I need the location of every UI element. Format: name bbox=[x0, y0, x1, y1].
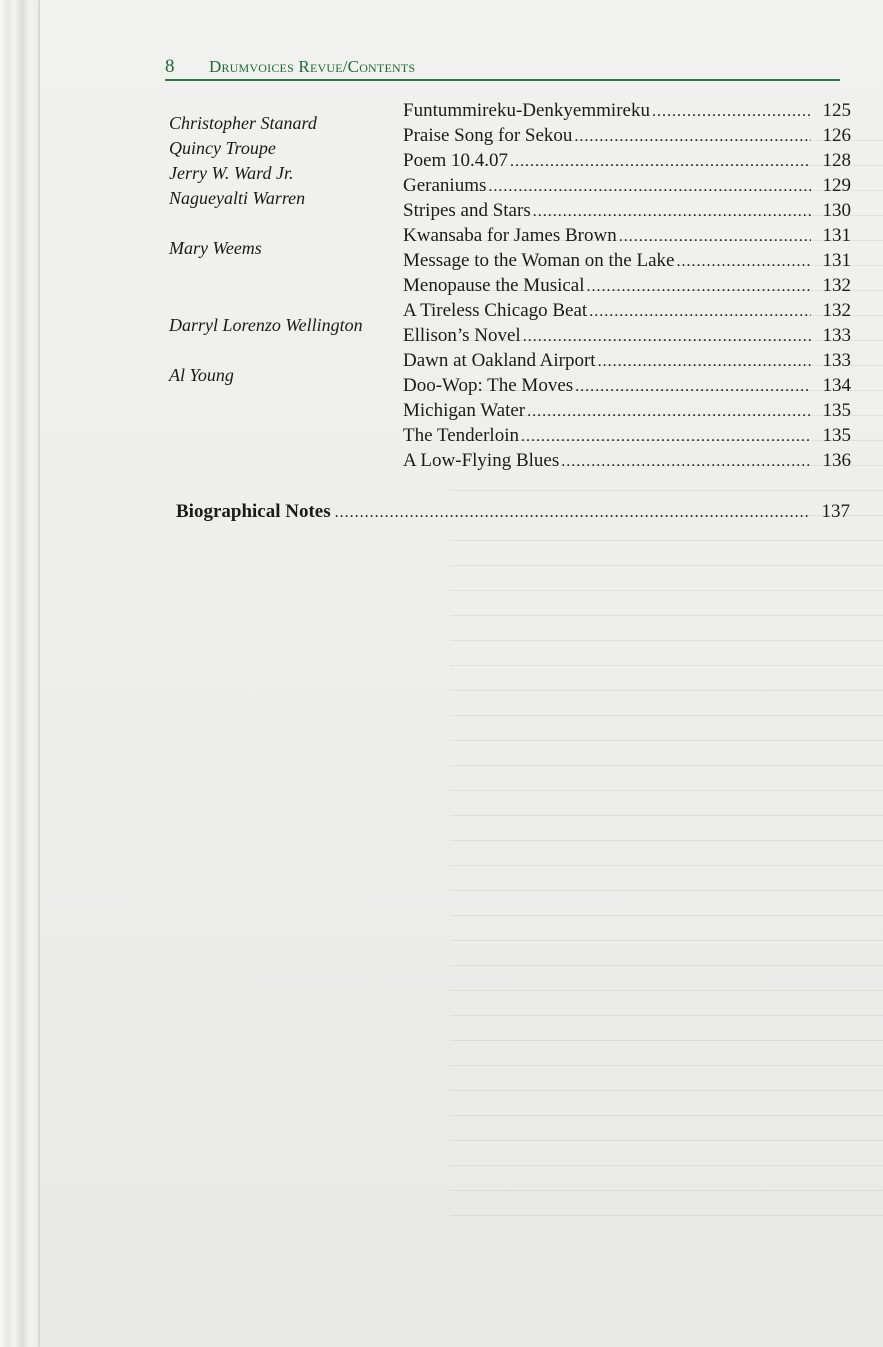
running-title: Drumvoices Revue/Contents bbox=[209, 57, 416, 76]
entry-title: Funtummireku-Denkyemmireku bbox=[403, 100, 650, 121]
contents-entry[interactable] bbox=[403, 375, 851, 399]
author-name: Quincy Troupe bbox=[169, 138, 276, 158]
author-name: Al Young bbox=[169, 365, 234, 385]
entry-title: Stripes and Stars bbox=[403, 200, 531, 221]
entry-page: 134 bbox=[822, 375, 851, 396]
entry-title: A Low-Flying Blues bbox=[403, 450, 560, 471]
entry-title: Ellison’s Novel bbox=[403, 325, 521, 346]
entry-title: Doo-Wop: The Moves bbox=[403, 375, 574, 396]
contents-entry[interactable] bbox=[403, 150, 851, 174]
leader-dots bbox=[335, 504, 808, 522]
entry-title: Geraniums bbox=[403, 175, 487, 196]
entry-page: 129 bbox=[822, 175, 851, 196]
entry-page: 130 bbox=[822, 200, 851, 221]
contents-entry[interactable] bbox=[403, 175, 851, 199]
contents-entry[interactable] bbox=[403, 225, 851, 249]
entry-title: Kwansaba for James Brown bbox=[403, 225, 617, 246]
leader-dots bbox=[652, 103, 811, 121]
contents-entry[interactable] bbox=[403, 400, 851, 424]
contents-entry[interactable] bbox=[403, 325, 851, 349]
leader-dots bbox=[510, 153, 811, 171]
leader-dots bbox=[527, 403, 811, 421]
leader-dots bbox=[574, 128, 811, 146]
biographical-notes-entry[interactable] bbox=[176, 501, 850, 527]
contents-entry[interactable] bbox=[403, 250, 851, 274]
entry-title: Dawn at Oakland Airport bbox=[403, 350, 596, 371]
entry-page: 133 bbox=[822, 350, 851, 371]
contents-entry[interactable] bbox=[403, 275, 851, 299]
leader-dots bbox=[589, 303, 811, 321]
leader-dots bbox=[521, 428, 811, 446]
contents-entry[interactable] bbox=[403, 125, 851, 149]
author-name: Nagueyalti Warren bbox=[169, 188, 306, 208]
biographical-notes-page: 137 bbox=[821, 501, 850, 522]
entry-title: Poem 10.4.07 bbox=[403, 150, 509, 171]
entry-title: The Tenderloin bbox=[403, 425, 519, 446]
entry-page: 128 bbox=[822, 150, 851, 171]
entry-page: 126 bbox=[822, 125, 851, 146]
author-name: Darryl Lorenzo Wellington bbox=[169, 315, 363, 335]
contents-entry[interactable] bbox=[403, 200, 851, 224]
contents-entry[interactable] bbox=[403, 425, 851, 449]
author-name: Jerry W. Ward Jr. bbox=[169, 163, 294, 183]
entry-title: Praise Song for Sekou bbox=[403, 125, 573, 146]
page-number: 8 bbox=[165, 56, 175, 77]
running-header bbox=[165, 56, 840, 82]
biographical-notes-label: Biographical Notes bbox=[176, 501, 331, 522]
leader-dots bbox=[587, 278, 811, 296]
page-stack-edge bbox=[0, 0, 40, 1347]
leader-dots bbox=[523, 328, 811, 346]
author-name: Christopher Stanard bbox=[169, 113, 317, 133]
contents-entry[interactable] bbox=[403, 450, 851, 474]
entry-page: 135 bbox=[822, 425, 851, 446]
entry-page: 136 bbox=[822, 450, 851, 471]
leader-dots bbox=[619, 228, 811, 246]
entry-page: 132 bbox=[822, 275, 851, 296]
entry-page: 132 bbox=[822, 300, 851, 321]
entry-page: 125 bbox=[822, 100, 851, 121]
leader-dots bbox=[533, 203, 811, 221]
author-name: Mary Weems bbox=[169, 238, 262, 258]
leader-dots bbox=[575, 378, 811, 396]
entry-page: 131 bbox=[822, 250, 851, 271]
contents-entry[interactable] bbox=[403, 350, 851, 374]
leader-dots bbox=[488, 178, 811, 196]
entry-page: 131 bbox=[822, 225, 851, 246]
entry-title: Menopause the Musical bbox=[403, 275, 585, 296]
entry-title: Message to the Woman on the Lake bbox=[403, 250, 675, 271]
entry-title: Michigan Water bbox=[403, 400, 526, 421]
entry-title: A Tireless Chicago Beat bbox=[403, 300, 588, 321]
contents-entry[interactable] bbox=[403, 100, 851, 124]
leader-dots bbox=[561, 453, 811, 471]
leader-dots bbox=[598, 353, 811, 371]
contents-entry[interactable] bbox=[403, 300, 851, 324]
entry-page: 135 bbox=[822, 400, 851, 421]
entry-page: 133 bbox=[822, 325, 851, 346]
header-rule bbox=[165, 79, 840, 81]
leader-dots bbox=[676, 253, 811, 271]
